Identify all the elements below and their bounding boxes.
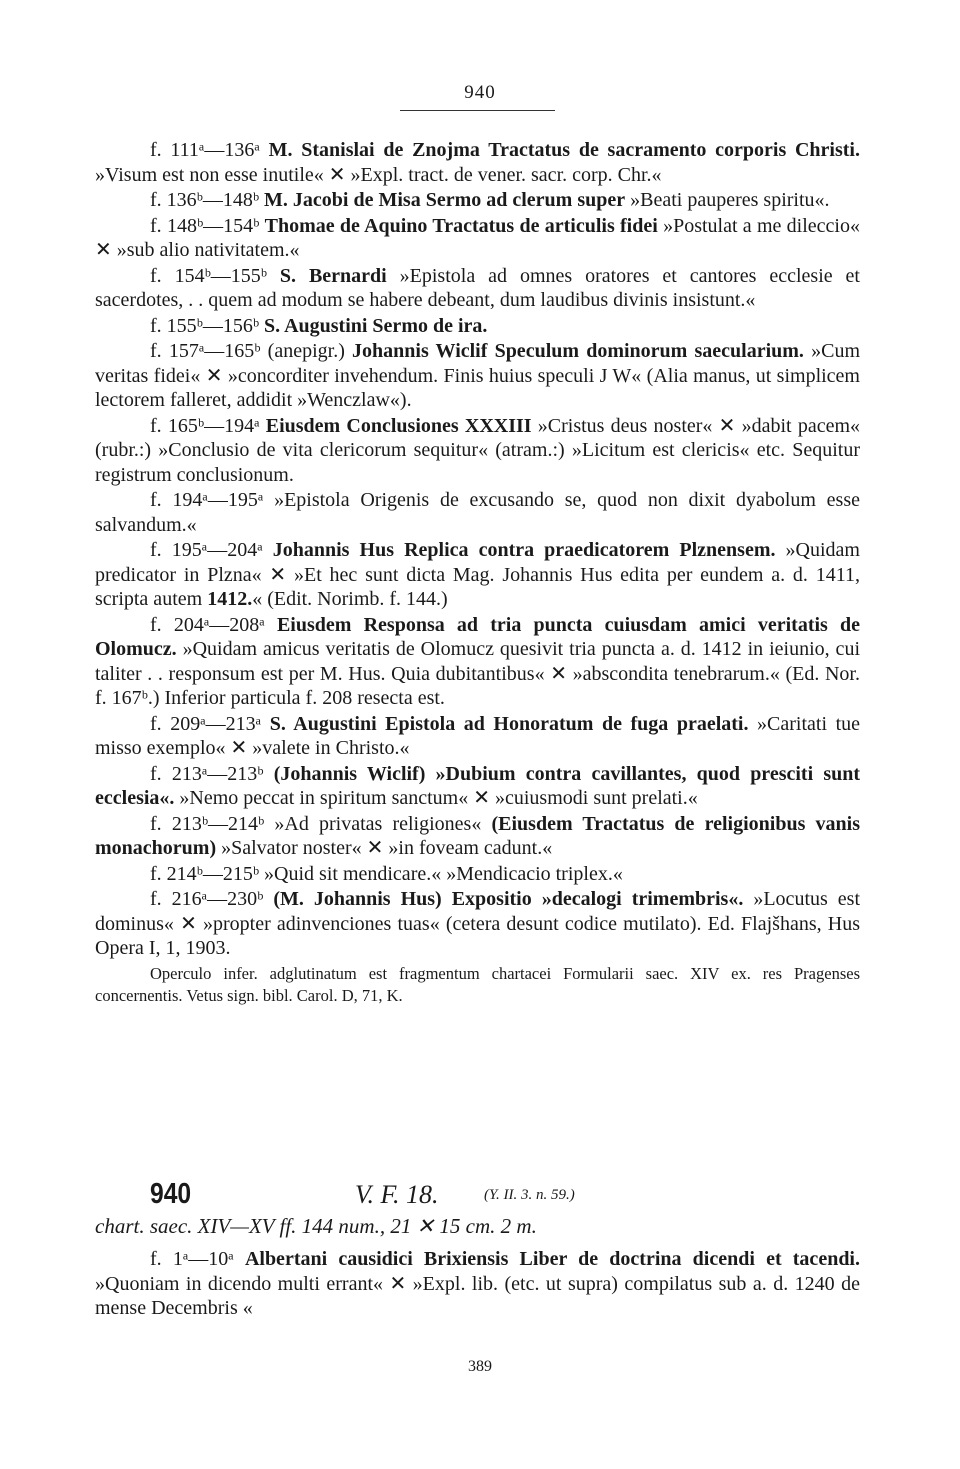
entry-text: »Ad privatas religiones« — [274, 812, 492, 835]
entries-list — [95, 138, 860, 1007]
entry-title: S. Bernardi — [279, 264, 387, 287]
entry-text-tail: »Salvator noster« ✕ »in foveam cadunt.« — [216, 837, 553, 859]
folio-reference: f. 154ᵇ—155ᵇ — [150, 264, 280, 287]
entry-text: »Visum est non esse inutile« ✕ »Expl. tract. de vener. sacr. corp. Chr.« — [95, 163, 662, 186]
entry-text: »Epistola ad omnes oratores et cantores ecclesie et sacerdotes, . . quem ad modum se habere debeant, dum laudibus divinis insistunt.« — [95, 264, 860, 311]
entry-text: »Locutus est dominus« ✕ »propter adinvenciones tuas« (cetera desunt codice mutilato). Ed. Flajšhans, Hus Opera I, 1, 1903. — [95, 888, 860, 959]
entry-text: »Epistola Origenis de excusando se, quod non dixit dyabolum esse salvandum.« — [95, 489, 860, 536]
folio-reference: f. 216ᵃ—230ᵇ — [150, 888, 274, 910]
entry-text: »Cum veritas fidei« ✕ »concorditer invehendum. Finis huius speculi J W« (Alia manus, ut simplicem lectorem falleret, addidit »Wenczlaw«). — [95, 340, 861, 411]
catalog-entry — [95, 887, 860, 961]
folio-reference: f. 111ᵃ—136ᵃ — [150, 139, 269, 161]
catalog-entry — [95, 414, 860, 488]
folio-reference: f. 157ᵃ—165ᵇ (anepigr.) — [150, 340, 353, 362]
entries-list-2 — [95, 1247, 860, 1322]
header-rule — [400, 110, 555, 111]
folio-reference: f. 155ᵇ—156ᵇ — [150, 314, 265, 337]
entry-title: (M. Johannis Hus) Expositio »decalogi trimembris«. — [273, 888, 744, 910]
folio-reference: f. 209ᵃ—213ᵃ — [150, 712, 270, 735]
folio-reference: f. 148ᵇ—154ᵇ — [150, 214, 265, 237]
entry-title: M. Jacobi de Misa Sermo ad clerum super — [264, 189, 626, 211]
folio-reference: f. 165ᵇ—194ᵃ — [150, 414, 266, 437]
folio-reference: f. 204ᵃ—208ᵃ — [150, 613, 277, 636]
folio-reference: f. 195ᵃ—204ᵃ — [150, 539, 273, 561]
entry-text: »Nemo peccat in spiritum sanctum« ✕ »cuiusmodi sunt prelati.« — [174, 787, 698, 809]
catalog-entry — [95, 488, 860, 537]
entry-text: »Cristus deus noster« ✕ »dabit pacem« (rubr.:) »Conclusio de vita clericorum sequitur« (atram.:) »Licitum est clericis« etc. Sequitur registrum conclusionum. — [95, 414, 861, 486]
folio-reference: f. 194ᵃ—195ᵃ — [150, 489, 275, 511]
catalog-entry — [95, 314, 860, 339]
entry-text: »Caritati tue misso exemplo« ✕ »valete in Christo.« — [95, 712, 861, 759]
entry-title: Eiusdem Conclusiones XXXIII — [265, 414, 532, 437]
catalog-entry — [95, 214, 860, 263]
page-footer-number: 389 — [468, 1358, 492, 1375]
entry-text-tail: « (Edit. Norimb. f. 144.) — [252, 588, 448, 610]
entry-text: »Quid sit mendicare.« »Mendicacio triplex.« — [264, 862, 623, 885]
catalog-entry — [95, 812, 860, 861]
manuscript-header — [95, 1178, 860, 1218]
manuscript-old-signature: (Y. II. 3. n. 59.) — [484, 1187, 575, 1203]
entry-bold-text: 1412. — [207, 588, 253, 610]
entry-title: Albertani causidici Brixiensis Liber de doctrina dicendi et tacendi. — [244, 1248, 860, 1270]
manuscript-number: 940 — [150, 1178, 192, 1210]
entry-text: »Beati pauperes spiritu«. — [625, 189, 830, 211]
entry-title: S. Augustini Sermo de ira. — [264, 314, 488, 337]
page-header-number: 940 — [464, 82, 496, 103]
entry-title: Johannis Wiclif Speculum dominorum saecularium. — [352, 340, 804, 362]
entry-title: S. Augustini Epistola ad Honoratum de fuga praelati. — [269, 712, 749, 735]
catalog-entry — [95, 339, 860, 413]
catalog-entry — [95, 1247, 860, 1321]
entry-title: Thomae de Aquino Tractatus de articulis fidei — [264, 214, 658, 237]
entry-text: »Postulat a me dileccio« ✕ »sub alio nativitatem.« — [95, 214, 860, 261]
entry-title: (Johannis Wiclif) »Dubium contra cavillantes, quod presciti sunt ecclesia«. — [95, 762, 861, 809]
entry-title: Eiusdem Responsa ad tria puncta cuiusdam amici veritatis de Olomucz. — [95, 613, 860, 660]
entry-text: »Quidam predicator in Plzna« ✕ »Et hec sunt dicta Mag. Johannis Hus edita per eundem a. d. 1411, scripta autem — [95, 539, 860, 610]
catalog-entry — [95, 138, 860, 187]
folio-reference: f. 1ᵃ—10ᵃ — [150, 1248, 245, 1270]
catalog-entry — [95, 862, 860, 887]
folio-reference: f. 213ᵃ—213ᵇ — [150, 762, 274, 785]
catalog-entry — [95, 762, 860, 811]
folio-reference: f. 136ᵇ—148ᵇ — [150, 189, 265, 211]
entry-title: M. Stanislai de Znojma Tractatus de sacramento corporis Christi. — [268, 139, 860, 161]
entry-title: Johannis Hus Replica contra praedicatorem Plznensem. — [272, 539, 776, 561]
catalog-entry — [95, 538, 860, 612]
catalog-entry — [95, 712, 860, 761]
entry-text: »Quoniam in dicendo multi errant« ✕ »Expl. lib. (etc. ut supra) compilatus sub a. d. 1240 de mense Decembris « — [95, 1272, 860, 1319]
folio-reference: f. 214ᵇ—215ᵇ — [150, 862, 265, 885]
manuscript-description: chart. saec. XIV—XV ff. 144 num., 21 ✕ 15 cm. 2 m. — [95, 1214, 537, 1238]
entry-bold-text: (Eiusdem Tractatus de religionibus vanis monachorum) — [95, 812, 860, 859]
binding-note: Operculo infer. adglutinatum est fragmentum chartacei Formularii saec. XIV ex. res Pragenses concernentis. Vetus sign. bibl. Carol. D, 71, K. — [95, 963, 860, 1005]
catalog-entry — [95, 613, 860, 711]
manuscript-signature: V. F. 18. — [355, 1180, 439, 1209]
folio-reference: f. 213ᵇ—214ᵇ — [150, 812, 275, 835]
catalog-entry — [95, 264, 860, 313]
catalog-entry — [95, 188, 860, 213]
entry-text: »Quidam amicus veritatis de Olomucz quesivit tria puncta a. d. 1412 in ieiunio, cui taliter . . responsum est per M. Hus. Quia dubitantibus« ✕ »abscondita tenebrarum.« (Ed. Nor. f. 167ᵇ.) Inferior particula f. 208 resecta est. — [95, 638, 860, 709]
